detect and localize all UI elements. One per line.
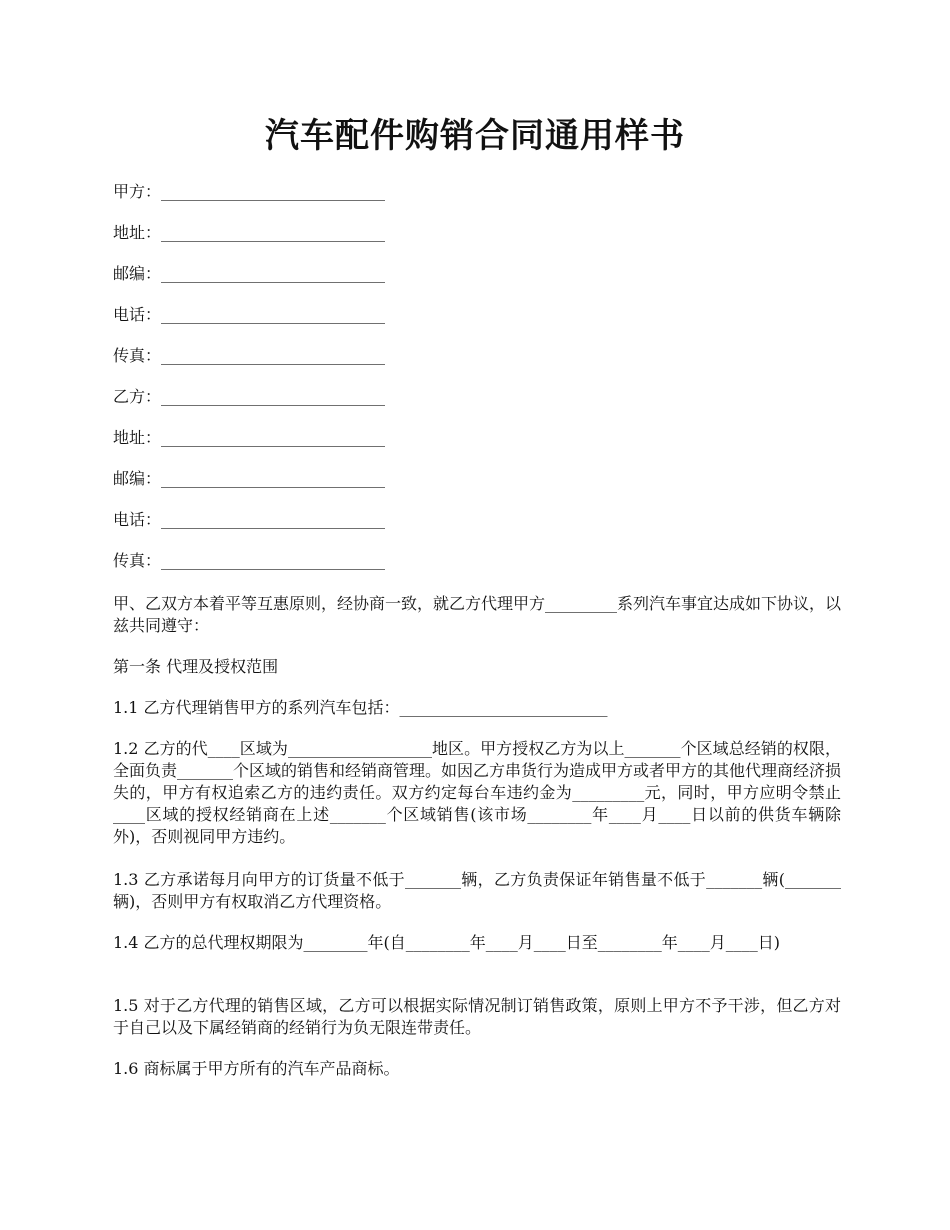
party-b-postcode-field: 邮编：____________________________ [113, 469, 386, 488]
party-a-name-field: 甲方：____________________________ [113, 182, 386, 201]
party-a-postcode-field: 邮编：____________________________ [113, 264, 386, 283]
party-a-address-field: 地址：____________________________ [113, 223, 386, 242]
party-b-fax-field: 传真：____________________________ [113, 551, 386, 570]
intro-paragraph: 甲、乙双方本着平等互惠原则，经协商一致，就乙方代理甲方_________系列汽车事宜达成如下协议，以兹共同遵守： [113, 594, 842, 635]
party-a-phone-field: 电话：____________________________ [113, 305, 386, 324]
party-b-name-field: 乙方：____________________________ [113, 387, 386, 406]
clause-1-4: 1.4 乙方的总代理权期限为________年(自________年____月____日至________年____月____日) [113, 933, 781, 952]
article-1-heading: 第一条 代理及授权范围 [113, 657, 279, 676]
party-b-address-field: 地址：____________________________ [113, 428, 386, 447]
document-title: 汽车配件购销合同通用样书 [265, 116, 685, 156]
clause-1-5: 1.5 对于乙方代理的销售区域，乙方可以根据实际情况制订销售政策，原则上甲方不予干涉，但乙方对于自己以及下属经销商的经销行为负无限连带责任。 [113, 996, 841, 1037]
clause-1-6: 1.6 商标属于甲方所有的汽车产品商标。 [113, 1059, 400, 1078]
party-a-fax-field: 传真：____________________________ [113, 346, 386, 365]
clause-1-2: 1.2 乙方的代____区域为__________________地区。甲方授权乙方为以上_______个区域总经销的权限，全面负责_______个区域的销售和经销商管理。如因乙方串货行为造成甲方或者甲方的其他代理商经济损失的，甲方有权追索乙方的违约责任。双方约定每台车违约金为_________元，同时，甲方应明令禁止____区域的授权经销商在上述_______个区域销售(该市场________年____月____日以前的供货车辆除外)，否则视同甲方违约。 [113, 739, 842, 846]
clause-1-1: 1.1 乙方代理销售甲方的系列汽车包括：__________________________ [113, 698, 608, 717]
party-b-phone-field: 电话：____________________________ [113, 510, 386, 529]
clause-1-3: 1.3 乙方承诺每月向甲方的订货量不低于_______辆，乙方负责保证年销售量不低于_______辆(_______辆)，否则甲方有权取消乙方代理资格。 [113, 870, 841, 911]
